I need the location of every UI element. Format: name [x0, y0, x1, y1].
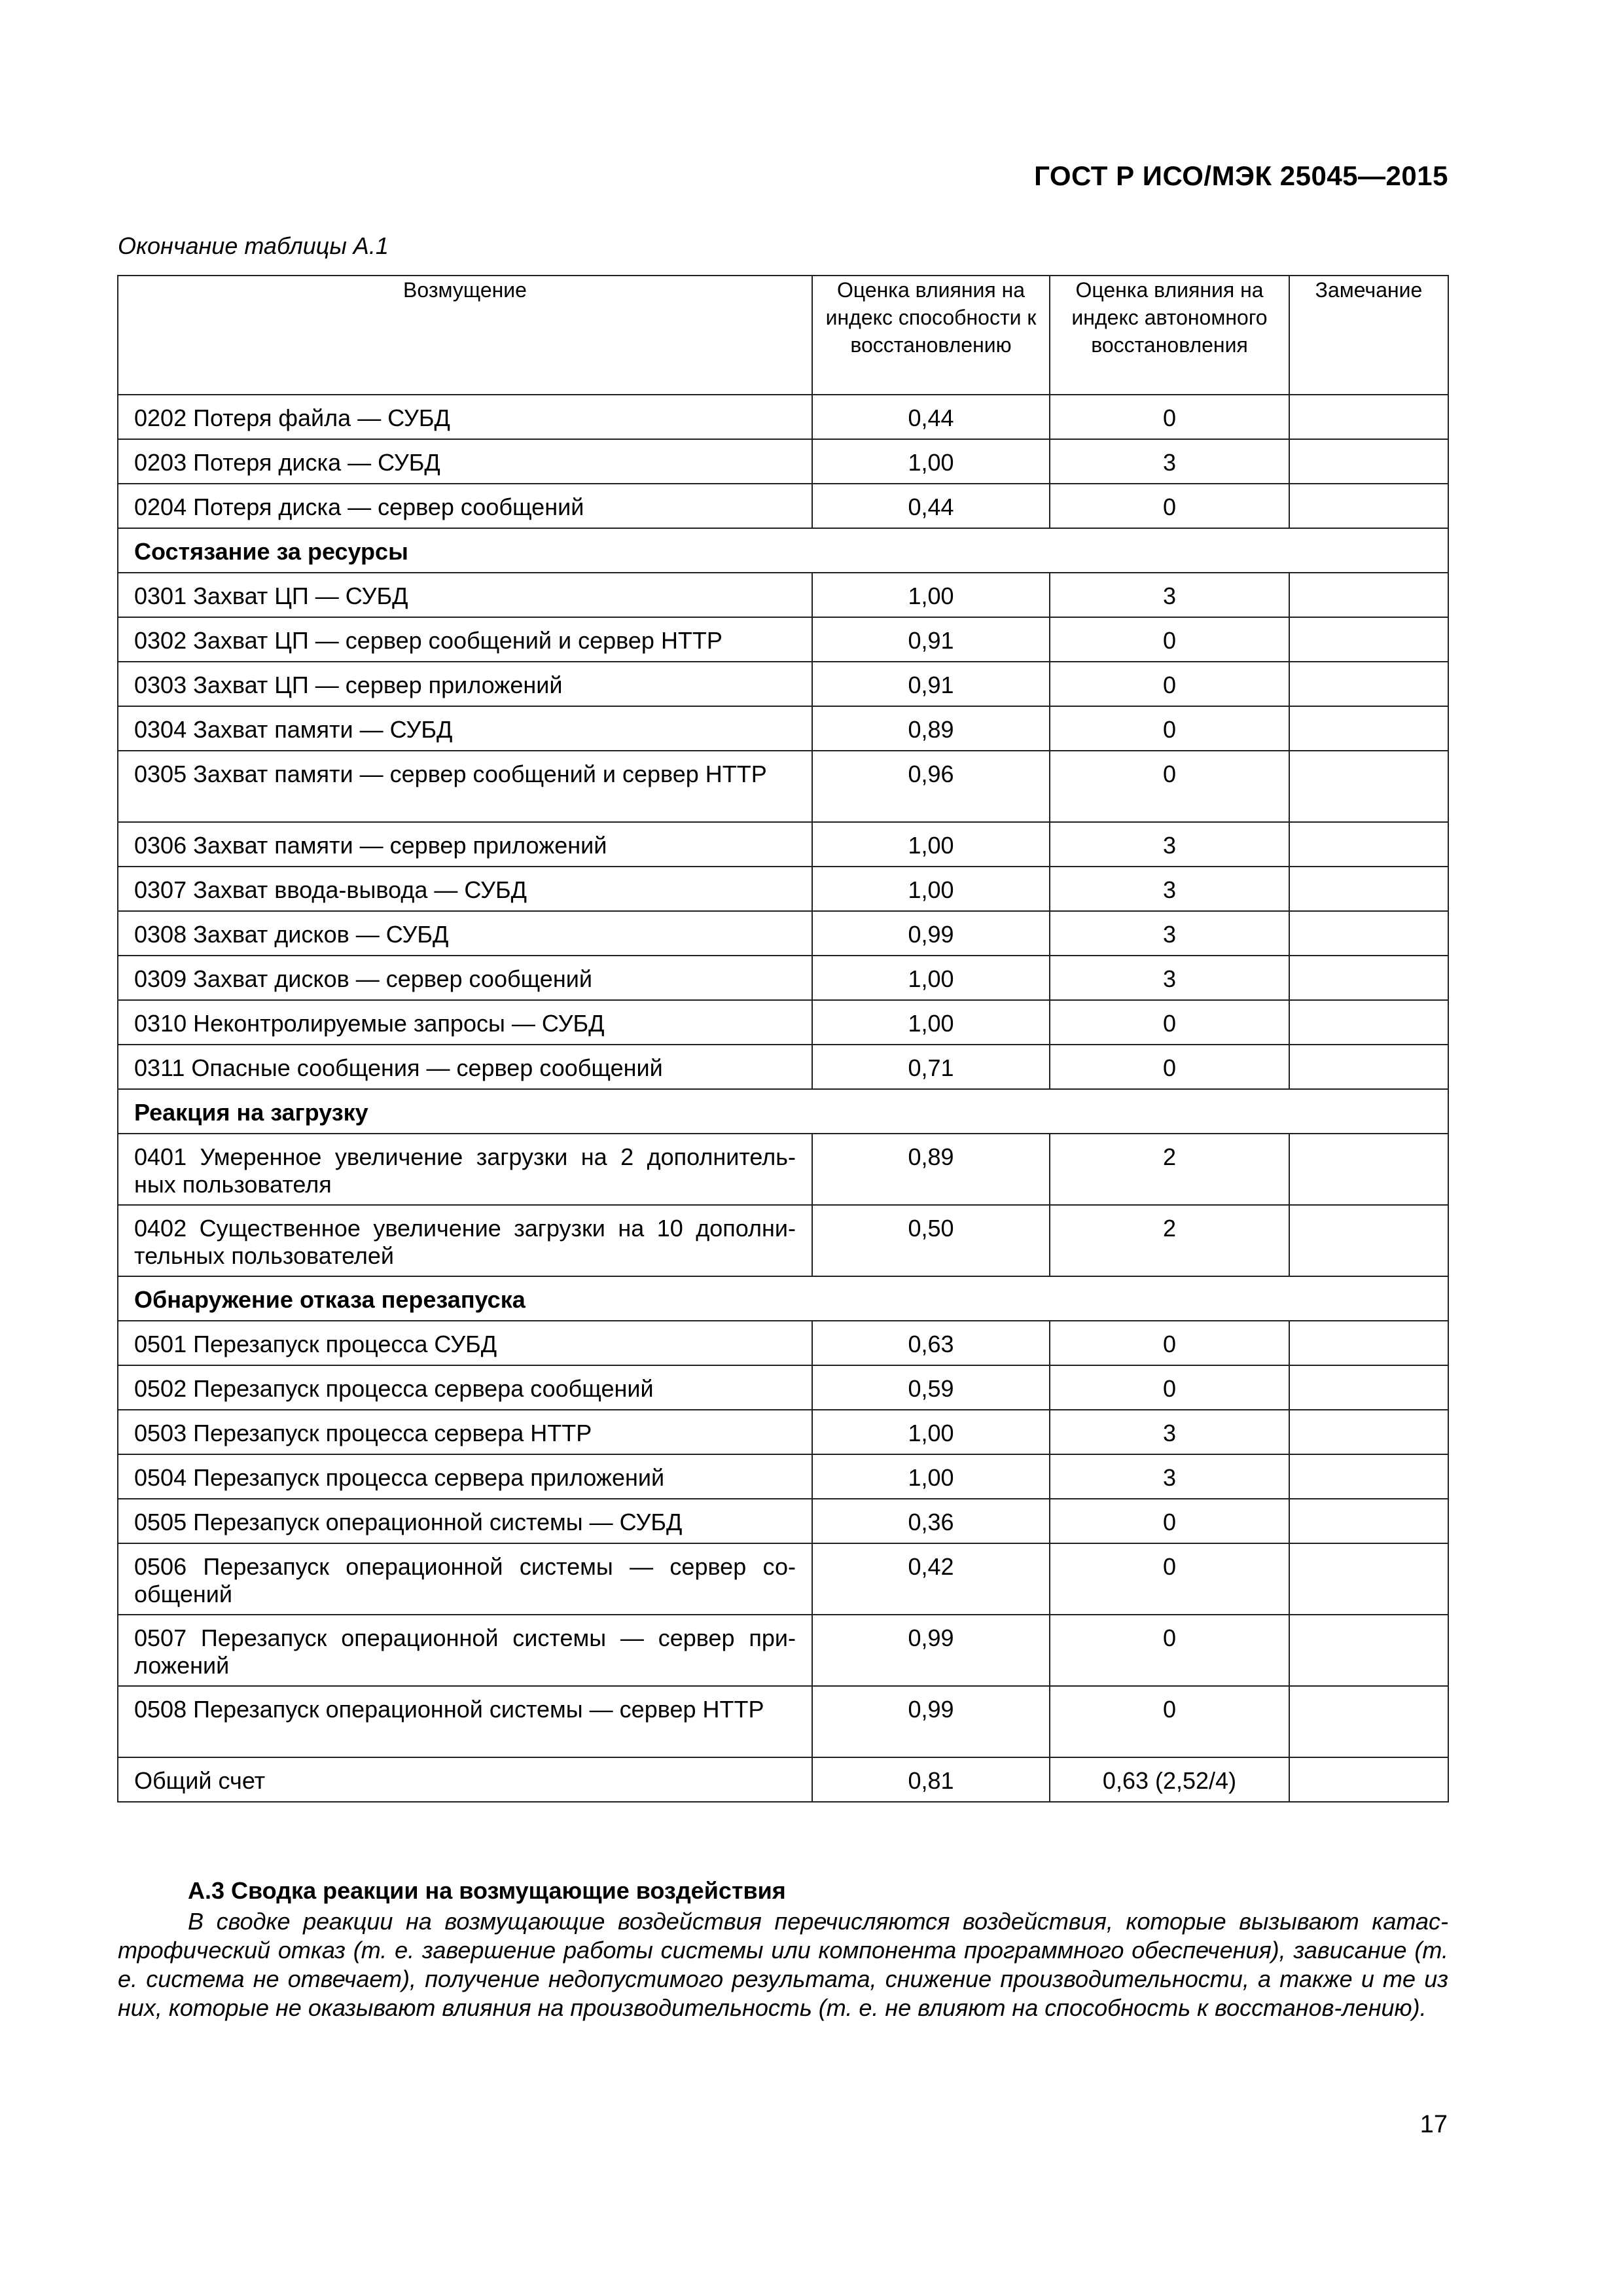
section-cell [118, 1089, 1448, 1134]
disturbance-cell-text: 0505 Перезапуск операционной системы — СУБД [134, 1509, 683, 1535]
disturbance-cell [118, 911, 812, 956]
autonomic-index-cell [1050, 1757, 1289, 1802]
autonomic-index-cell [1050, 822, 1289, 867]
table-row [118, 1134, 1448, 1205]
disturbance-cell-text: 0504 Перезапуск процесса сервера приложений [134, 1464, 665, 1491]
table-row [118, 706, 1448, 751]
recovery-index-cell [812, 751, 1050, 822]
recovery-index-cell-text: 0,99 [908, 1696, 954, 1723]
remark-cell-text [1290, 912, 1448, 921]
remark-cell-text [1290, 1366, 1448, 1375]
section-row [118, 528, 1448, 573]
autonomic-index-cell [1050, 1499, 1289, 1543]
table-row [118, 1454, 1448, 1499]
recovery-index-cell [812, 1000, 1050, 1045]
disturbance-cell-text: 0307 Захват ввода-вывода — СУБД [134, 876, 527, 903]
autonomic-index-cell [1050, 1365, 1289, 1410]
document-code: ГОСТ Р ИСО/МЭК 25045—2015 [1034, 160, 1448, 191]
autonomic-index-cell-text: 3 [1162, 832, 1177, 859]
disturbance-cell [118, 1365, 812, 1410]
remark-cell [1289, 1499, 1448, 1543]
disturbance-cell [118, 1543, 812, 1615]
disturbance-cell-text: Общий счет [134, 1767, 266, 1794]
autonomic-index-cell [1050, 1045, 1289, 1089]
section-cell [118, 1276, 1448, 1321]
table-body [118, 395, 1448, 1802]
disturbance-cell [118, 706, 812, 751]
autonomic-index-cell [1050, 1321, 1289, 1365]
disturbance-cell [118, 867, 812, 911]
autonomic-index-cell [1050, 1543, 1289, 1615]
section-title: Обнаружение отказа перезапуска [134, 1286, 526, 1313]
recovery-index-cell [812, 484, 1050, 528]
disturbance-cell-text: 0402 Существенное увеличение загрузки на 10 дополни-тельных пользователей [134, 1215, 796, 1269]
autonomic-index-cell [1050, 1686, 1289, 1757]
remark-cell [1289, 1205, 1448, 1276]
disturbance-cell-text: 0202 Потеря файла — СУБД [134, 404, 450, 431]
remark-cell [1289, 1410, 1448, 1454]
disturbance-cell [118, 617, 812, 662]
disturbance-cell-text: 0302 Захват ЦП — сервер сообщений и сервер HTTP [134, 627, 722, 654]
autonomic-index-cell-text: 3 [1162, 1464, 1177, 1491]
disturbance-cell [118, 395, 812, 439]
remark-cell-text [1290, 823, 1448, 832]
recovery-index-cell [812, 662, 1050, 706]
autonomic-index-cell-text: 3 [1162, 1420, 1177, 1446]
remark-cell [1289, 617, 1448, 662]
disturbance-cell-text: 0310 Неконтролируемые запросы — СУБД [134, 1010, 605, 1037]
autonomic-index-cell [1050, 706, 1289, 751]
autonomic-index-cell-text: 0 [1162, 672, 1177, 698]
table-row [118, 484, 1448, 528]
autonomic-index-cell [1050, 617, 1289, 662]
recovery-index-cell-text: 0,36 [908, 1509, 954, 1535]
column-header-autonomic-index: Оценка влияния на индекс автономного восстановления [1050, 276, 1289, 395]
table-row [118, 1757, 1448, 1802]
remark-cell-text [1290, 1615, 1448, 1624]
remark-cell-text [1290, 618, 1448, 627]
section-title: Реакция на загрузку [134, 1099, 368, 1126]
autonomic-index-cell-text: 0 [1162, 761, 1177, 787]
table-row [118, 1615, 1448, 1686]
autonomic-index-cell-text: 3 [1162, 583, 1177, 609]
autonomic-index-cell-text: 2 [1162, 1215, 1177, 1242]
disturbance-cell [118, 484, 812, 528]
disturbance-cell [118, 1410, 812, 1454]
remark-cell [1289, 395, 1448, 439]
remark-cell [1289, 1615, 1448, 1686]
remark-cell [1289, 1365, 1448, 1410]
autonomic-index-cell-text: 0,63 (2,52/4) [1102, 1767, 1237, 1794]
autonomic-index-cell-text: 0 [1162, 1010, 1177, 1037]
autonomic-index-cell [1050, 751, 1289, 822]
section-title: Состязание за ресурсы [134, 538, 408, 565]
autonomic-index-cell [1050, 867, 1289, 911]
table-row [118, 1000, 1448, 1045]
autonomic-index-cell [1050, 573, 1289, 617]
recovery-index-cell [812, 439, 1050, 484]
table-row [118, 1686, 1448, 1757]
table-row [118, 867, 1448, 911]
disturbance-cell [118, 1686, 812, 1757]
table-row [118, 395, 1448, 439]
autonomic-index-cell [1050, 662, 1289, 706]
remark-cell [1289, 706, 1448, 751]
recovery-index-cell-text: 0,81 [908, 1767, 954, 1794]
recovery-index-cell [812, 867, 1050, 911]
disturbance-cell-text: 0308 Захват дисков — СУБД [134, 921, 449, 948]
recovery-index-cell-text: 1,00 [908, 832, 954, 859]
recovery-index-cell-text: 0,59 [908, 1375, 954, 1402]
section-cell [118, 528, 1448, 573]
autonomic-index-cell-text: 0 [1162, 627, 1177, 654]
autonomic-index-cell-text: 0 [1162, 1375, 1177, 1402]
remark-cell [1289, 439, 1448, 484]
remark-cell [1289, 956, 1448, 1000]
recovery-index-cell [812, 1686, 1050, 1757]
remark-cell-text [1290, 956, 1448, 965]
column-header-remark: Замечание [1289, 276, 1448, 395]
table-row [118, 1499, 1448, 1543]
recovery-index-cell-text: 0,44 [908, 493, 954, 520]
table-row [118, 822, 1448, 867]
remark-cell-text [1290, 1045, 1448, 1054]
disturbance-cell-text: 0311 Опасные сообщения — сервер сообщений [134, 1054, 663, 1081]
disturbance-cell [118, 1499, 812, 1543]
recovery-index-cell [812, 1615, 1050, 1686]
table-row [118, 1045, 1448, 1089]
recovery-index-cell-text: 0,99 [908, 921, 954, 948]
table-row [118, 1365, 1448, 1410]
disturbance-cell [118, 439, 812, 484]
table-row [118, 1543, 1448, 1615]
disturbance-table [117, 275, 1449, 1803]
remark-cell-text [1290, 573, 1448, 583]
autonomic-index-cell [1050, 956, 1289, 1000]
remark-cell [1289, 1686, 1448, 1757]
autonomic-index-cell-text: 3 [1162, 965, 1177, 992]
remark-cell-text [1290, 1499, 1448, 1509]
section-heading: А.3 Сводка реакции на возмущающие воздействия [188, 1877, 786, 1904]
recovery-index-cell [812, 822, 1050, 867]
table-row [118, 1205, 1448, 1276]
remark-cell [1289, 662, 1448, 706]
autonomic-index-cell [1050, 1410, 1289, 1454]
recovery-index-cell [812, 911, 1050, 956]
disturbance-cell-text: 0507 Перезапуск операционной системы — сервер при-ложений [134, 1624, 796, 1679]
recovery-index-cell-text: 1,00 [908, 1420, 954, 1446]
recovery-index-cell [812, 1410, 1050, 1454]
recovery-index-cell-text: 0,50 [908, 1215, 954, 1242]
autonomic-index-cell [1050, 395, 1289, 439]
disturbance-cell [118, 1205, 812, 1276]
table-caption: Окончание таблицы А.1 [118, 232, 389, 259]
remark-cell [1289, 573, 1448, 617]
autonomic-index-cell-text: 3 [1162, 876, 1177, 903]
autonomic-index-cell-text: 0 [1162, 1696, 1177, 1723]
disturbance-cell [118, 573, 812, 617]
recovery-index-cell [812, 706, 1050, 751]
remark-cell-text [1290, 440, 1448, 449]
recovery-index-cell [812, 1045, 1050, 1089]
recovery-index-cell-text: 1,00 [908, 583, 954, 609]
autonomic-index-cell-text: 0 [1162, 1331, 1177, 1357]
remark-cell [1289, 1045, 1448, 1089]
recovery-index-cell [812, 1134, 1050, 1205]
autonomic-index-cell-text: 0 [1162, 1624, 1177, 1651]
section-row [118, 1276, 1448, 1321]
recovery-index-cell-text: 0,89 [908, 1143, 954, 1170]
remark-cell-text [1290, 1544, 1448, 1553]
section-row [118, 1089, 1448, 1134]
recovery-index-cell-text: 0,99 [908, 1624, 954, 1651]
disturbance-cell-text: 0306 Захват памяти — сервер приложений [134, 832, 607, 859]
autonomic-index-cell [1050, 1000, 1289, 1045]
autonomic-index-cell [1050, 484, 1289, 528]
autonomic-index-cell-text: 3 [1162, 921, 1177, 948]
recovery-index-cell [812, 1499, 1050, 1543]
disturbance-cell-text: 0508 Перезапуск операционной системы — сервер HTTP [134, 1696, 764, 1723]
remark-cell [1289, 1757, 1448, 1802]
remark-cell [1289, 1543, 1448, 1615]
autonomic-index-cell [1050, 1205, 1289, 1276]
autonomic-index-cell-text: 0 [1162, 1553, 1177, 1580]
table-row [118, 1410, 1448, 1454]
disturbance-cell-text: 0303 Захват ЦП — сервер приложений [134, 672, 563, 698]
autonomic-index-cell-text: 0 [1162, 1054, 1177, 1081]
remark-cell [1289, 1134, 1448, 1205]
remark-cell-text [1290, 395, 1448, 404]
autonomic-index-cell-text: 3 [1162, 449, 1177, 476]
remark-cell-text [1290, 1206, 1448, 1215]
recovery-index-cell-text: 0,44 [908, 404, 954, 431]
disturbance-cell [118, 1757, 812, 1802]
recovery-index-cell-text: 0,89 [908, 716, 954, 743]
table-row [118, 911, 1448, 956]
page-number: 17 [1419, 2111, 1448, 2138]
remark-cell [1289, 484, 1448, 528]
recovery-index-cell [812, 1365, 1050, 1410]
recovery-index-cell-text: 0,91 [908, 627, 954, 654]
disturbance-cell [118, 1321, 812, 1365]
recovery-index-cell-text: 0,71 [908, 1054, 954, 1081]
remark-cell [1289, 867, 1448, 911]
recovery-index-cell-text: 0,42 [908, 1553, 954, 1580]
disturbance-cell [118, 1000, 812, 1045]
column-header-recovery-index: Оценка влияния на индекс способности к восстановлению [812, 276, 1050, 395]
table-row [118, 573, 1448, 617]
recovery-index-cell-text: 0,91 [908, 672, 954, 698]
recovery-index-cell [812, 956, 1050, 1000]
disturbance-cell-text: 0501 Перезапуск процесса СУБД [134, 1331, 497, 1357]
recovery-index-cell [812, 1543, 1050, 1615]
remark-cell-text [1290, 662, 1448, 672]
disturbance-cell-text: 0203 Потеря диска — СУБД [134, 449, 440, 476]
autonomic-index-cell [1050, 911, 1289, 956]
remark-cell-text [1290, 1321, 1448, 1331]
recovery-index-cell-text: 1,00 [908, 1010, 954, 1037]
disturbance-cell-text: 0304 Захват памяти — СУБД [134, 716, 453, 743]
table-header-row [118, 276, 1448, 395]
remark-cell-text [1290, 1410, 1448, 1420]
disturbance-cell-text: 0301 Захват ЦП — СУБД [134, 583, 408, 609]
table-row [118, 1321, 1448, 1365]
autonomic-index-cell [1050, 1454, 1289, 1499]
disturbance-cell [118, 751, 812, 822]
table-row [118, 617, 1448, 662]
autonomic-index-cell-text: 0 [1162, 493, 1177, 520]
recovery-index-cell-text: 1,00 [908, 965, 954, 992]
remark-cell-text [1290, 1134, 1448, 1143]
disturbance-cell-text: 0309 Захват дисков — сервер сообщений [134, 965, 592, 992]
disturbance-cell-text: 0305 Захват памяти — сервер сообщений и сервер HTTP [134, 761, 767, 787]
table-row [118, 662, 1448, 706]
recovery-index-cell [812, 1321, 1050, 1365]
recovery-index-cell [812, 1757, 1050, 1802]
remark-cell [1289, 911, 1448, 956]
remark-cell-text [1290, 484, 1448, 493]
disturbance-cell [118, 822, 812, 867]
remark-cell [1289, 1321, 1448, 1365]
remark-cell-text [1290, 867, 1448, 876]
table-row [118, 956, 1448, 1000]
recovery-index-cell-text: 0,96 [908, 761, 954, 787]
autonomic-index-cell [1050, 1615, 1289, 1686]
remark-cell [1289, 822, 1448, 867]
disturbance-cell [118, 1615, 812, 1686]
autonomic-index-cell [1050, 1134, 1289, 1205]
table-row [118, 439, 1448, 484]
disturbance-cell [118, 662, 812, 706]
disturbance-cell [118, 1045, 812, 1089]
remark-cell-text [1290, 1687, 1448, 1696]
disturbance-cell-text: 0503 Перезапуск процесса сервера HTTP [134, 1420, 592, 1446]
autonomic-index-cell-text: 0 [1162, 1509, 1177, 1535]
recovery-index-cell [812, 1454, 1050, 1499]
section-paragraph: В сводке реакции на возмущающие воздействия перечисляются воздействия, которые вызывают катас-трофический отказ (т. е. завершение работы системы или компонента программного обеспечения), зависание (т. е. система не отвечает), получение недопустимого результата, снижение производительности, а также и те из них, которые не оказывают влияния на производительность (т. е. не влияют на способность к восстанов-лению). [118, 1908, 1448, 2021]
disturbance-cell [118, 1134, 812, 1205]
disturbance-cell-text: 0502 Перезапуск процесса сервера сообщений [134, 1375, 654, 1402]
autonomic-index-cell-text: 0 [1162, 716, 1177, 743]
recovery-index-cell [812, 1205, 1050, 1276]
remark-cell [1289, 751, 1448, 822]
remark-cell-text [1290, 707, 1448, 716]
disturbance-cell [118, 956, 812, 1000]
disturbance-cell-text: 0506 Перезапуск операционной системы — сервер со-общений [134, 1553, 796, 1607]
recovery-index-cell [812, 617, 1050, 662]
recovery-index-cell-text: 1,00 [908, 876, 954, 903]
recovery-index-cell-text: 1,00 [908, 449, 954, 476]
remark-cell-text [1290, 1001, 1448, 1010]
recovery-index-cell-text: 1,00 [908, 1464, 954, 1491]
recovery-index-cell-text: 0,63 [908, 1331, 954, 1357]
disturbance-cell-text: 0401 Умеренное увеличение загрузки на 2 дополнитель-ных пользователя [134, 1143, 796, 1198]
column-header-disturbance: Возмущение [118, 276, 812, 395]
autonomic-index-cell-text: 2 [1162, 1143, 1177, 1170]
remark-cell-text [1290, 1758, 1448, 1767]
remark-cell [1289, 1000, 1448, 1045]
disturbance-cell-text: 0204 Потеря диска — сервер сообщений [134, 493, 584, 520]
remark-cell-text [1290, 751, 1448, 761]
disturbance-cell [118, 1454, 812, 1499]
table-row [118, 751, 1448, 822]
autonomic-index-cell-text: 0 [1162, 404, 1177, 431]
recovery-index-cell [812, 573, 1050, 617]
autonomic-index-cell [1050, 439, 1289, 484]
remark-cell [1289, 1454, 1448, 1499]
remark-cell-text [1290, 1455, 1448, 1464]
recovery-index-cell [812, 395, 1050, 439]
